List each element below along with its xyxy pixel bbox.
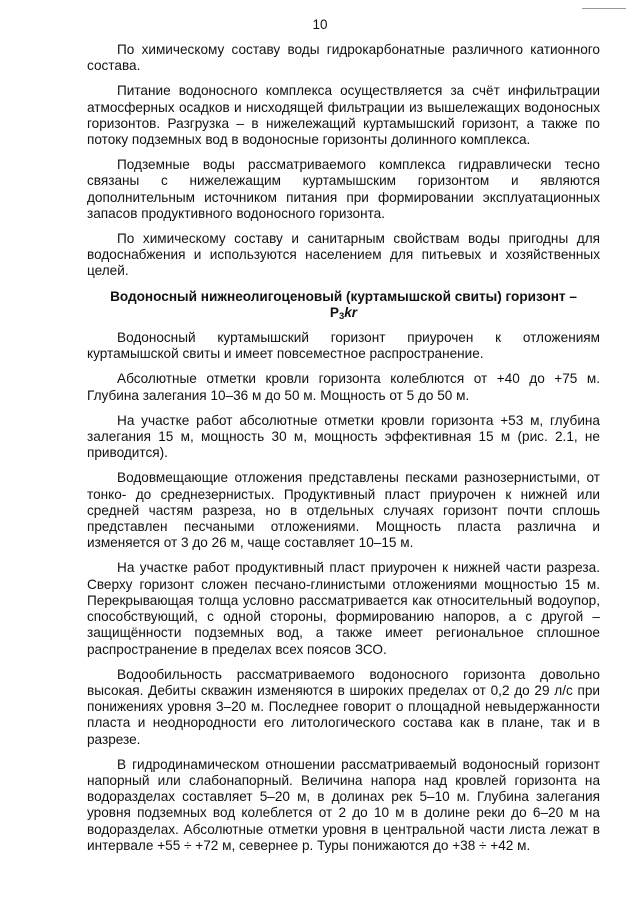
paragraph-productive-layer: На участке работ продуктивный пласт приурочен к нижней части разреза. Сверху горизонт сложен песчано-глинистыми отложениями мощностью 15 м. Перекрывающая толща условно рассматривается как относительный водоупор, способствующий, с одной стороны, формированию напоров, а с другой – защищённости подземных вод, а также имеет региональное сплошное распространение в пределах всех поясов ЗСО. [87,560,600,657]
paragraph-distribution: Водоносный куртамышский горизонт приурочен к отложениям куртамышской свиты и имеет повсеместное распространение. [87,330,600,362]
paragraph-elevations: Абсолютные отметки кровли горизонта колеблются от +40 до +75 м. Глубина залегания 10–36 м до 50 м. Мощность от 5 до 50 м. [87,371,600,403]
paragraph-hydraulic-connection: Подземные воды рассматриваемого комплекса гидравлически тесно связаны с нижележащим куртамышским горизонтом и являются дополнительным источником питания при формировании эксплуатационных запасов продуктивного водоносного горизонта. [87,157,600,221]
paragraph-host-deposits: Водовмещающие отложения представлены песками разнозернистыми, от тонко- до среднезернистых. Продуктивный пласт приурочен к нижней или средней частям разреза, но в отдельных случаях горизонт почти сплошь представлен песчаными отложениями. Мощность пласта различна и изменяется от 3 до 26 м, чаще составляет 10–15 м. [87,470,600,551]
page-corner-rule [582,8,626,9]
paragraph-recharge: Питание водоносного комплекса осуществляется за счёт инфильтрации атмосферных осадков и нисходящей фильтрации из вышележащих водоносных горизонтов. Разгрузка – в нижележащий куртамышский горизонт, а также по потоку подземных вод в водоносные горизонты долинного комплекса. [87,83,600,148]
symbol-suffix: kr [344,304,358,320]
section-heading-text: Водоносный нижнеолигоценовый (куртамышской свиты) горизонт – [110,288,577,304]
page-body [87,42,600,863]
paragraph-water-suitability: По химическому составу и санитарным свойствам воды пригодны для водоснабжения и используются населением для питьевых и хозяйственных целей. [87,231,600,279]
paragraph-hydrodynamics: В гидродинамическом отношении рассматриваемый водоносный горизонт напорный или слабонапорный. Величина напора над кровлей горизонта на водоразделах составляет 5–20 м, в долинах рек 5–10 м. Глубина залегания уровня подземных вод колеблется от 2 до 10 м в долине реки до 6–20 м на водоразделах. Абсолютные отметки уровня в центральной части листа лежат в интервале +55 ÷ +72 м, севернее р. Туры понижаются до +38 ÷ +42 м. [87,756,600,853]
paragraph-site-parameters: На участке работ абсолютные отметки кровли горизонта +53 м, глубина залегания 15 м, мощность 30 м, мощность эффективная 15 м (рис. 2.1, не приводится). [87,412,600,461]
page-number: 10 [312,17,328,32]
section-heading [87,289,600,321]
paragraph-water-yield: Водообильность рассматриваемого водоносного горизонта довольно высокая. Дебиты скважин изменяются в широких пределах от 0,2 до 29 л/с при понижениях уровня 3–20 м. Последнее говорит о площадной невыдержанности пласта и неоднородности его литологического состава как в плане, так и в разрезе. [87,666,600,747]
symbol-base: P [329,304,339,320]
section-heading-symbol [330,305,357,321]
paragraph-chemical-composition: По химическому составу воды гидрокарбонатные различного катионного состава. [87,42,600,74]
symbol-subscript: 3 [338,310,345,322]
